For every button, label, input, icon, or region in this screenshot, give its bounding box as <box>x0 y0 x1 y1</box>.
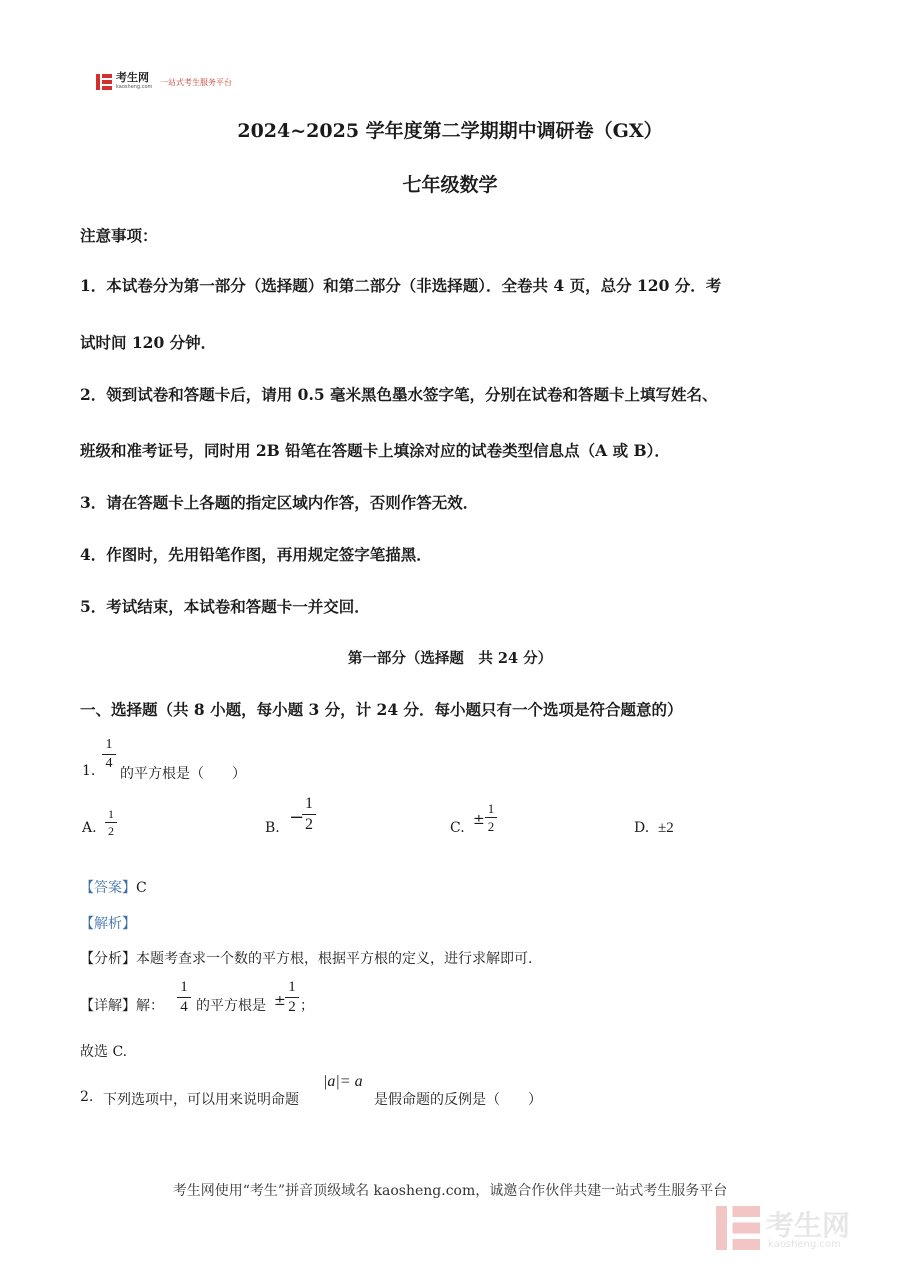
note-3: 3．请在答题卡上各题的指定区域内作答，否则作答无效． <box>80 493 479 512</box>
note-1-line-1: 1．本试卷分为第一部分（选择题）和第二部分（非选择题）．全卷共 4 页，总分 120 分．考 <box>80 276 722 295</box>
section1-heading: 一、选择题（共 8 小题，每小题 3 分，计 24 分．每小题只有一个选项是符合题意的） <box>80 700 683 719</box>
q1-frac-den: 4 <box>105 756 113 771</box>
q1-analysis-tag: 【解析】 <box>80 916 136 932</box>
q1-detail-res-den: 2 <box>288 999 296 1015</box>
q1-answer-row <box>80 877 147 897</box>
q1-answer-tag: 【答案】 <box>80 880 136 896</box>
q1-option-b-sign: − <box>289 807 305 828</box>
q1-detail-res-bar <box>285 997 299 998</box>
q1-option-b-bar <box>302 814 316 815</box>
note-2-line-2: 班级和准考证号，同时用 2B 铅笔在答题卡上填涂对应的试卷类型信息点（A 或 B）． <box>80 441 670 460</box>
q1-detail-num: 1 <box>180 979 188 995</box>
logo-domain: kaosheng.com <box>116 84 153 90</box>
logo-slogan: 一站式考生服务平台 <box>160 78 232 87</box>
q1-option-b-den: 2 <box>305 816 313 833</box>
q1-option-c-den: 2 <box>487 819 495 834</box>
q1-option-c-label: C. <box>450 820 465 836</box>
q2-stem-after: 是假命题的反例是（ ） <box>374 1092 542 1108</box>
q1-detail-den: 4 <box>180 999 188 1015</box>
q1-detail-tag: 【详解】解： <box>80 998 164 1014</box>
q2-stem-before: 下列选项中，可以用来说明命题 <box>103 1092 299 1108</box>
q1-option-b-fraction <box>302 796 316 833</box>
q1-option-c-fraction <box>485 802 497 833</box>
exam-subtitle: 七年级数学 <box>402 174 498 196</box>
watermark <box>716 1204 876 1254</box>
note-2-line-1: 2．领到试卷和答题卡后，请用 0.5 毫米黑色墨水签字笔，分别在试卷和答题卡上填写姓名、 <box>80 385 718 404</box>
q1-option-b-label: B. <box>265 820 280 836</box>
notes-heading: 注意事项： <box>80 226 158 245</box>
q1-option-d-label: D. <box>634 820 650 836</box>
q1-option-a-bar <box>105 822 117 823</box>
q1-detail-bar <box>177 997 191 998</box>
kaosheng-logo-icon <box>96 74 112 90</box>
q1-frac-bar <box>102 754 116 755</box>
note-5: 5．考试结束，本试卷和答题卡一并交回． <box>80 597 370 616</box>
q1-detail-fraction <box>177 980 191 1015</box>
q1-stem: 的平方根是（ ） <box>120 766 246 782</box>
part1-heading: 第一部分（选择题 共 24 分） <box>347 650 553 667</box>
note-4: 4．作图时，先用铅笔作图，再用规定签字笔描黑． <box>80 545 432 564</box>
watermark-logo-icon <box>716 1206 760 1250</box>
q1-option-a-label: A. <box>82 820 97 836</box>
exam-title: 2024~2025 学年度第二学期期中调研卷（GX） <box>237 120 663 142</box>
q1-detail-end: ； <box>300 998 314 1014</box>
q1-detail-res-num: 1 <box>288 979 296 995</box>
q1-answer: C <box>136 880 147 896</box>
q1-detail-sign: ± <box>274 993 286 1009</box>
q1-detail-mid: 的平方根是 <box>196 998 266 1014</box>
q1-analysis-text: 【分析】本题考查求一个数的平方根，根据平方根的定义，进行求解即可. <box>80 951 533 967</box>
q1-frac-num: 1 <box>105 737 113 752</box>
q2-number: 2. <box>80 1089 94 1105</box>
q2-expression: |a|= a <box>323 1073 363 1090</box>
page-footer: 考生网使用“考生”拼音顶级域名 kaosheng.com，诚邀合作伙伴共建一站式考生服务平台 <box>172 1183 728 1199</box>
q1-detail-result-fraction <box>285 980 299 1015</box>
watermark-domain: kaosheng.com <box>768 1239 841 1250</box>
q1-option-b-num: 1 <box>305 795 313 812</box>
q1-option-d-value: ±2 <box>658 820 674 836</box>
logo-name: 考生网 <box>116 71 149 84</box>
q1-fraction <box>102 738 116 771</box>
note-1-line-2: 试时间 120 分钟． <box>80 333 217 352</box>
q1-option-c-num: 1 <box>487 801 495 816</box>
q1-option-c-bar <box>485 817 497 818</box>
watermark-text: 考生网 <box>766 1209 851 1242</box>
q1-conclusion: 故选 C. <box>80 1044 128 1060</box>
q1-number: 1. <box>82 763 96 779</box>
q1-option-a-fraction <box>105 808 117 837</box>
q1-option-c-sign: ± <box>473 812 485 828</box>
q1-option-a-num: 1 <box>108 807 114 821</box>
q1-option-a-den: 2 <box>108 824 114 838</box>
